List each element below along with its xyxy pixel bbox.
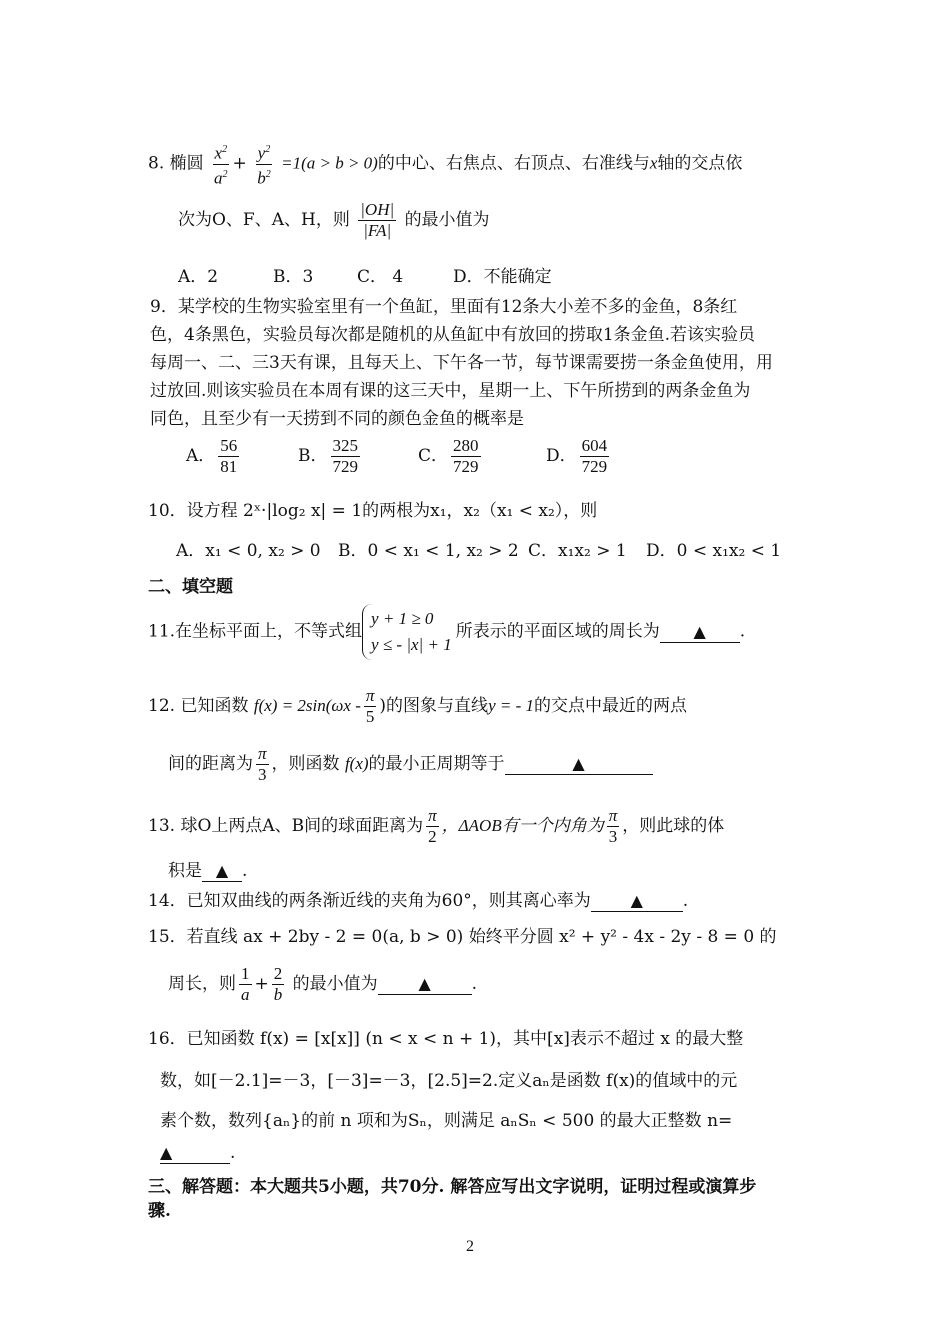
q9-line1: 9．某学校的生物实验室里有一个鱼缸，里面有12条大小差不多的金鱼，8条红 bbox=[150, 297, 738, 317]
q16-blank: ▲ bbox=[160, 1143, 230, 1164]
q13-blank: ▲ bbox=[202, 861, 242, 882]
q8-lead: 椭圆 bbox=[169, 153, 204, 174]
q12-pre: 12. 已知函数 bbox=[148, 696, 249, 716]
section-2-heading: 二、填空题 bbox=[148, 577, 233, 597]
q12-line2 bbox=[168, 744, 653, 785]
q12-function: f(x) = 2sin(ωx - bbox=[253, 696, 361, 715]
q8-frac-x: $\frac{x^2}{a^2}$ bbox=[212, 140, 230, 188]
q15-frac1: $\frac{1}{a}$ bbox=[241, 964, 250, 1004]
q13-line2: 积是 ▲ . bbox=[168, 861, 248, 881]
q11-system: y + 1 ≥ 0 y ≤ - |x| + 1 bbox=[362, 604, 456, 660]
q9-line2: 色，4条黑色，实验员每次都是随机的从鱼缸中有放回的捞取1条金鱼.若该实验员 bbox=[150, 325, 756, 345]
q12-line1 bbox=[148, 686, 687, 727]
q9-option-c: C． $\frac{280}{729}$ bbox=[418, 436, 479, 476]
q13-mid: ，ΔAOB有一个内角为 bbox=[441, 816, 604, 835]
q10-stem: 10．设方程 2ˣ·|log₂ x| = 1的两根为x₁，x₂（x₁ < x₂），则 bbox=[148, 501, 598, 521]
q8-line2-post: 的最小值为 bbox=[404, 210, 490, 230]
q8-frac-y: $\frac{y^2}{b^2}$ bbox=[255, 140, 273, 188]
page-number: 2 bbox=[466, 1238, 474, 1255]
q12-line2-pre: 间的距离为 bbox=[168, 754, 253, 774]
q10-options bbox=[176, 540, 781, 562]
q9-line3: 每周一、二、三3天有课，且每天上、下午各一节，每节课需要捞一条金鱼使用，用 bbox=[150, 353, 773, 373]
q11-blank: ▲ bbox=[660, 622, 740, 643]
q15-blank: ▲ bbox=[378, 974, 472, 995]
q8-options bbox=[178, 266, 552, 288]
q15-line2: 周长，则 $\frac{1}{a}$ + $\frac{2}{b}$ 的最小值为 ▲ . bbox=[168, 964, 478, 1004]
q16-line4: ▲ . bbox=[160, 1143, 236, 1163]
q11-pre: 11.在坐标平面上，不等式组 bbox=[148, 621, 363, 642]
q12-mid: )的图象与直线 bbox=[379, 696, 489, 716]
q15-line1: 15．若直线 ax + 2by - 2 = 0(a, b > 0) 始终平分圆 x² + y² - 4x - 2y - 8 = 0 的 bbox=[148, 927, 777, 947]
q8-option-a: A．2 bbox=[178, 267, 219, 287]
q11: 11.在坐标平面上，不等式组y + 1 ≥ 0 y ≤ - |x| + 1所表示的平面区域的周长为 ▲ . bbox=[148, 604, 745, 660]
q8-line2-pre: 次为O、F、A、H，则 bbox=[178, 210, 350, 230]
q12-fx: f(x) bbox=[344, 754, 369, 773]
q8-rest: 的中心、右焦点、右顶点、右准线与 bbox=[377, 153, 650, 174]
q12-line: y = - 1 bbox=[488, 696, 534, 715]
q8-x: x bbox=[649, 153, 658, 173]
q16-line1: 16．已知函数 f(x) = [x[x]] (n < x < n + 1)，其中[x]表示不超过 x 的最大整 bbox=[148, 1029, 744, 1049]
q8-option-c: C． 4 bbox=[357, 267, 404, 287]
q12-post: 的交点中最近的两点 bbox=[534, 696, 687, 716]
q10-option-a: A．x₁ < 0, x₂ > 0 bbox=[176, 541, 321, 561]
q12-frac: $\frac{\pi}{5}$ bbox=[365, 686, 375, 726]
q12-line2-post: 的最小正周期等于 bbox=[368, 754, 505, 774]
q8-option-d: D．不能确定 bbox=[453, 267, 552, 287]
q8-line1: 8. 椭圆 $\frac{x^2}{a^2}$ + $\frac{y^2}{b^2}$ =1(a > b > 0)的中心、右焦点、右顶点、右准线与x轴的交点依 bbox=[148, 140, 742, 188]
q13-line1 bbox=[148, 806, 724, 847]
q9-option-a: A． $\frac{56}{81}$ bbox=[186, 436, 238, 476]
q12-blank: ▲ bbox=[505, 754, 653, 775]
q14-blank: ▲ bbox=[591, 891, 683, 912]
q12-distance: $\frac{\pi}{3}$ bbox=[258, 744, 267, 784]
q8-line2 bbox=[178, 200, 490, 241]
q16-line3: 素个数，数列{aₙ}的前 n 项和为Sₙ，则满足 aₙSₙ < 500 的最大正整数 n= bbox=[160, 1111, 733, 1131]
q8-number: 8. bbox=[148, 153, 165, 174]
section-3-heading-cont: 骤. bbox=[148, 1201, 171, 1221]
q9-option-d: D． $\frac{604}{729}$ bbox=[546, 436, 608, 476]
q13-pre: 13. 球O上两点A、B间的球面距离为 bbox=[148, 816, 424, 836]
q10-option-d: D．0 < x₁x₂ < 1 bbox=[646, 541, 782, 561]
q8-ratio: $\frac{|OH|}{|FA|}$ bbox=[360, 200, 395, 240]
section-3-heading: 三、解答题：本大题共5小题，共70分. 解答应写出文字说明，证明过程或演算步 bbox=[148, 1177, 757, 1197]
q12-line2-mid: ，则函数 bbox=[271, 754, 340, 774]
q8-condition: =1(a > b > 0) bbox=[281, 153, 378, 173]
q11-post: 所表示的平面区域的周长为 bbox=[455, 621, 660, 642]
q9-line4: 过放回.则该实验员在本周有课的这三天中，星期一上、下午所捞到的两条金鱼为 bbox=[150, 381, 751, 401]
q13-frac1: $\frac{\pi}{2}$ bbox=[428, 806, 437, 846]
q15-frac2: $\frac{2}{b}$ bbox=[273, 964, 283, 1004]
q13-post: ，则此球的体 bbox=[622, 816, 725, 836]
q8-rest2: 轴的交点依 bbox=[657, 153, 743, 174]
q10-option-c: C．x₁x₂ > 1 bbox=[528, 541, 627, 561]
q13-frac2: $\frac{\pi}{3}$ bbox=[608, 806, 618, 846]
q16-line2: 数，如[－2.1]=－3，[－3]=－3，[2.5]=2.定义aₙ是函数 f(x)的值域中的元 bbox=[160, 1071, 738, 1091]
q9-option-b: B． $\frac{325}{729}$ bbox=[298, 436, 358, 476]
q10-option-b: B．0 < x₁ < 1, x₂ > 2 bbox=[338, 541, 519, 561]
q8-option-b: B．3 bbox=[273, 267, 314, 287]
q9-line5: 同色，且至少有一天捞到不同的颜色金鱼的概率是 bbox=[150, 409, 524, 429]
q9-options bbox=[186, 436, 612, 477]
q14: 14．已知双曲线的两条渐近线的夹角为60°，则其离心率为 ▲ . bbox=[148, 891, 689, 911]
